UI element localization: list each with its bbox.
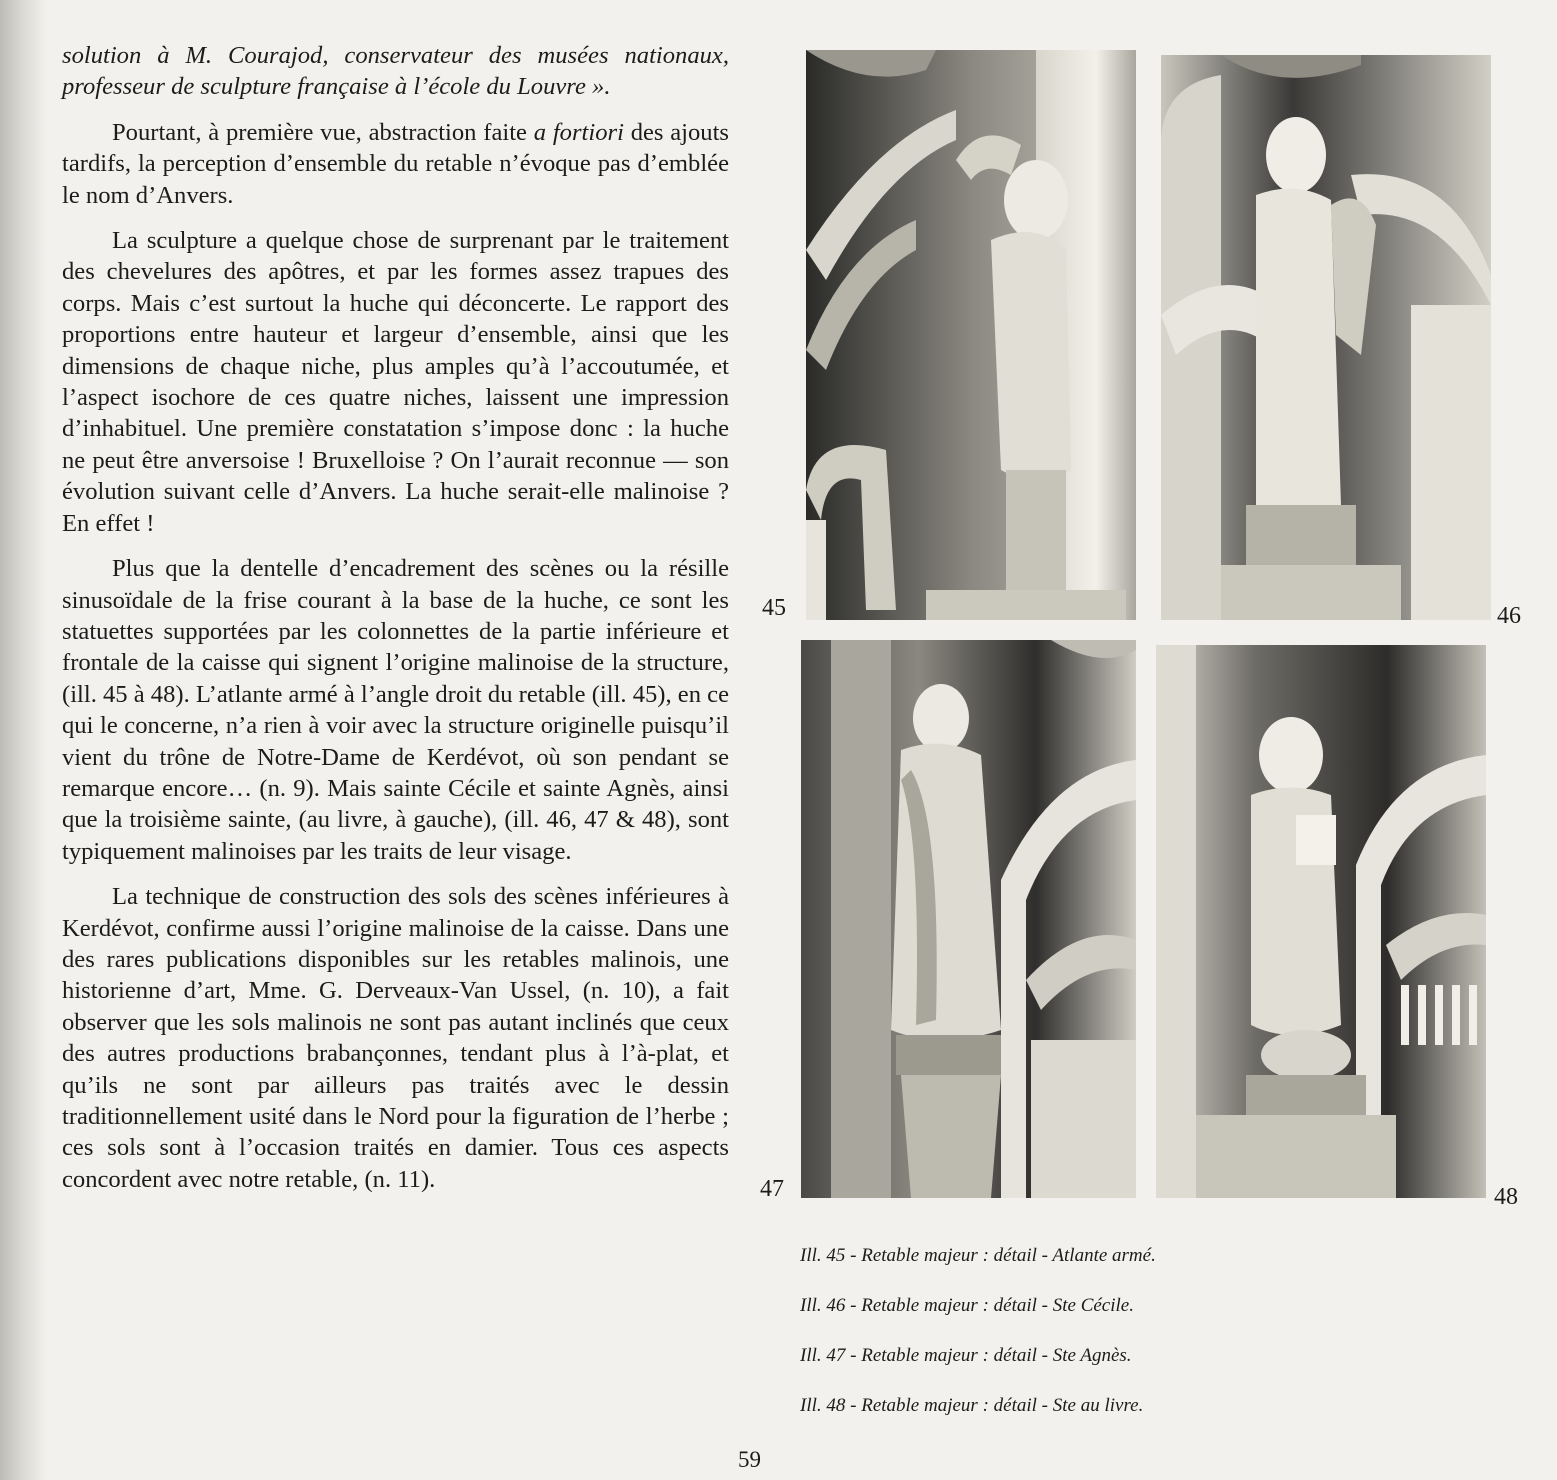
photo-ste-cecile: [1161, 55, 1491, 620]
page-number: 59: [738, 1447, 761, 1472]
caption-45: Ill. 45 - Retable majeur : détail - Atlante armé.: [800, 1245, 1156, 1266]
caption-48: Ill. 48 - Retable majeur : détail - Ste au livre.: [800, 1395, 1144, 1416]
binding-gutter-shadow: [0, 0, 46, 1480]
photo-ste-agnes: [801, 640, 1136, 1198]
paragraph-first-impression-start: Pourtant, à première vue, abstraction faite: [112, 118, 534, 146]
body-text-column: [62, 40, 729, 1195]
photo-48-drawing: [1156, 645, 1486, 1198]
paragraph-first-impression: [62, 117, 729, 211]
figure-captions: [800, 1244, 1500, 1444]
photo-ste-au-livre: [1156, 645, 1486, 1198]
caption-46: Ill. 46 - Retable majeur : détail - Ste Cécile.: [800, 1295, 1134, 1316]
paragraph-technique: La technique de construction des sols des scènes inférieures à Kerdévot, confirme aussi l’origine malinoise de la caisse. Dans une des rares publications disponibles sur les retables malinois, une historienne d’art, Mme. G. Derveaux-Van Ussel, (n. 10), a fait observer que les sols malinois ne sont pas autant inclinés que ceux des autres productions brabançonnes, tendant plus à l’à-plat, et qu’ils ne sont par ailleurs pas traités avec le dessin traditionnellement usité dans le Nord pour la figuration de l’herbe ; ces sols sont à l’occasion traités en damier. Tous ces aspects concordent avec notre retable, (n. 11).: [62, 883, 729, 1193]
photo-47-drawing: [801, 640, 1136, 1198]
figure-number-47: 47: [760, 1176, 784, 1202]
paragraph-quote-end: solution à M. Courajod, conservateur des musées nationaux, professeur de sculpture française à l’école du Louvre ».: [62, 42, 729, 101]
latin-phrase: a fortiori: [533, 118, 624, 146]
figure-number-45: 45: [762, 595, 786, 621]
figure-number-48: 48: [1494, 1184, 1518, 1210]
paragraph-first-impression-end: des ajouts tardifs, la perception d’ensemble du retable n’évoque pas d’emblée le nom d’Anvers.: [62, 118, 730, 209]
photo-45-drawing: [806, 50, 1136, 620]
paragraph-sculpture: La sculpture a quelque chose de surprenant par le traitement des chevelures des apôtres, et par les formes assez trapues des corps. Mais c’est surtout la huche qui déconcerte. Le rapport des proportions entre hauteur et largeur d’ensemble, ainsi que les dimensions de chaque niche, plus amples qu’à l’accoutumée, et l’aspect isochore de ces quatre niches, laissent une impression d’inhabituel. Une première constatation s’impose donc : la huche ne peut être anversoise ! Bruxelloise ? On l’aurait reconnue — son évolution suivant celle d’Anvers. La huche serait-elle malinoise ? En effet !: [62, 227, 729, 537]
photo-atlante-arme: [806, 50, 1136, 620]
photo-46-drawing: [1161, 55, 1491, 620]
caption-47: Ill. 47 - Retable majeur : détail - Ste Agnès.: [800, 1345, 1132, 1366]
figure-number-46: 46: [1497, 603, 1521, 629]
paragraph-statuettes: Plus que la dentelle d’encadrement des scènes ou la résille sinusoïdale de la frise courant à la base de la huche, ce sont les statuettes supportées par les colonnettes de la partie inférieure et frontale de la caisse qui signent l’origine malinoise de la structure, (ill. 45 à 48). L’atlante armé à l’angle droit du retable (ill. 45), en ce qui le concerne, n’a rien à voir avec la structure originelle puisqu’il vient du trône de Notre-Dame de Kerdévot, où son pendant se remarque encore… (n. 9). Mais sainte Cécile et sainte Agnès, ainsi que la troisième sainte, (au livre, à gauche), (ill. 46, 47 & 48), sont typiquement malinoises par les traits de leur visage.: [62, 555, 729, 865]
